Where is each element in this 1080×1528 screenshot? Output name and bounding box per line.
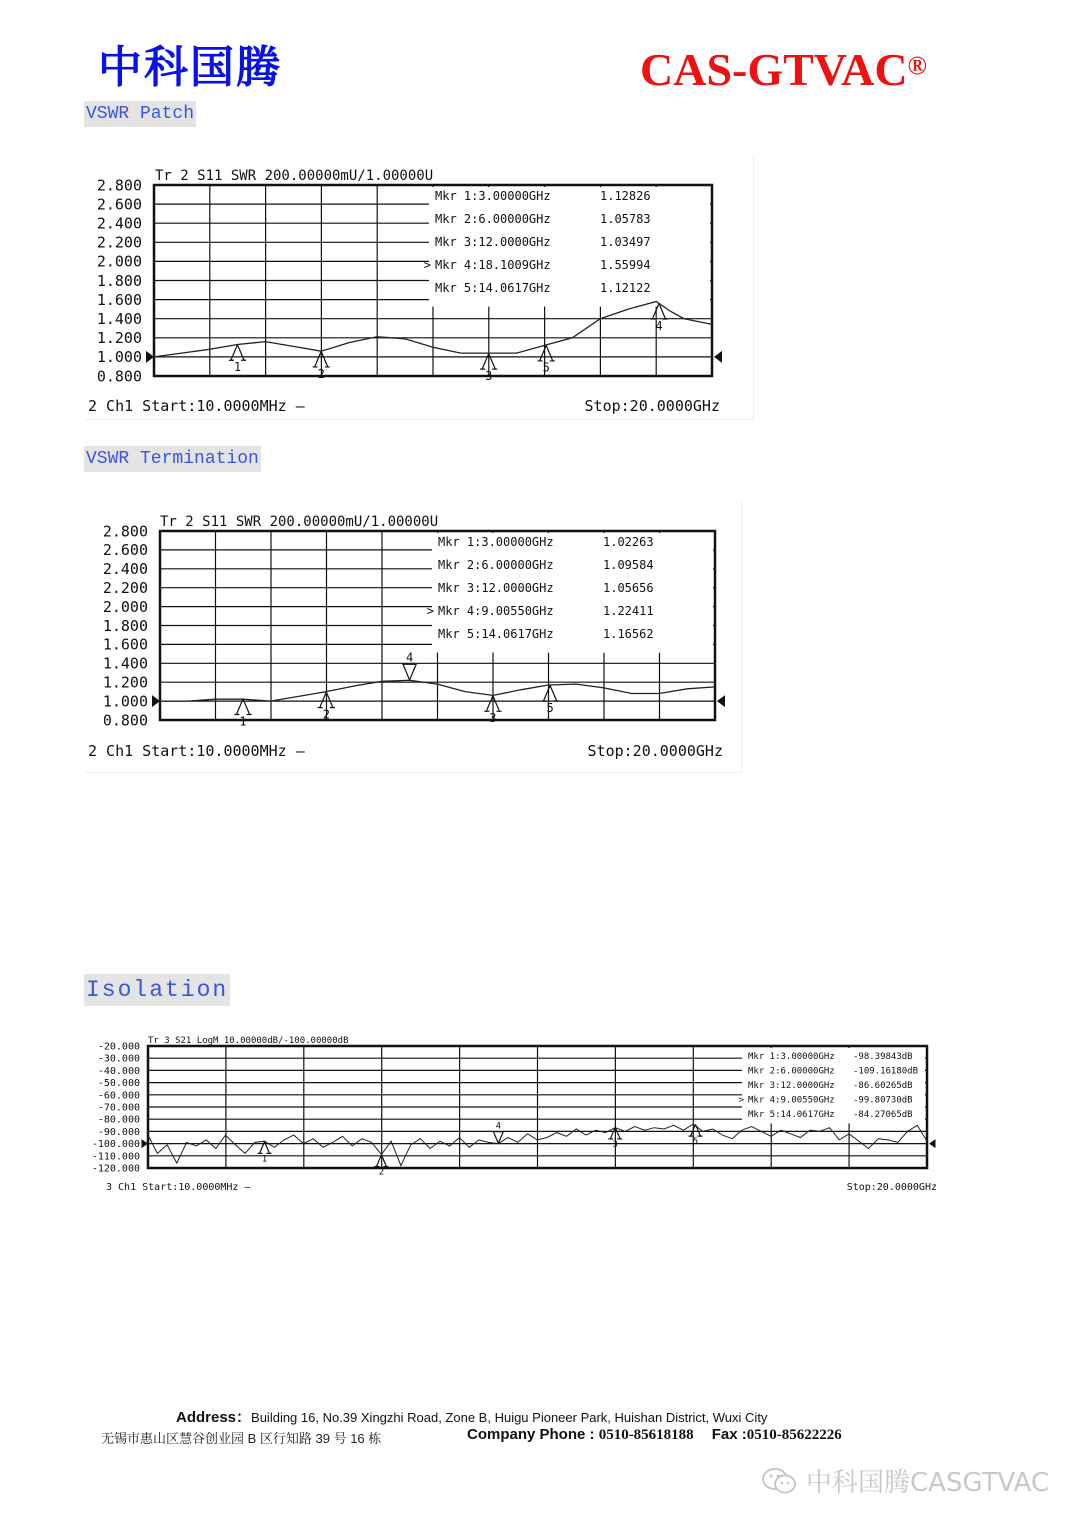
y-tick-label: 1.600 <box>96 290 142 309</box>
y-tick-label: 0.800 <box>102 711 148 730</box>
marker-number: 4 <box>655 318 663 333</box>
marker-readout-label: Mkr 1:3.00000GHz <box>438 535 554 549</box>
marker-readout-value: 1.22411 <box>603 604 654 618</box>
reference-arrow-right <box>714 351 722 363</box>
logo-en <box>640 42 927 98</box>
active-marker-indicator: > <box>426 604 434 618</box>
isolation-chart <box>88 1030 943 1195</box>
marker-number: 5 <box>546 700 554 715</box>
logo-en-text: CAS-GTVAC <box>640 44 908 95</box>
start-frequency-label: 2 Ch1 Start:10.0000MHz — <box>88 397 305 415</box>
y-tick-label: 1.000 <box>102 692 148 711</box>
y-tick-label: 2.600 <box>96 195 142 214</box>
active-marker-indicator: > <box>423 258 431 272</box>
footer-address-cn: 无锡市惠山区慧谷创业园 B 区行知路 39 号 16 栋 <box>101 1431 382 1446</box>
footer-address <box>176 1406 767 1427</box>
section-label-vswr-termination: VSWR Termination <box>84 446 261 472</box>
marker-readout-label: Mkr 1:3.00000GHz <box>748 1052 835 1062</box>
marker-readout-value: 1.12826 <box>600 189 651 203</box>
isolation-chart-svg <box>88 1030 943 1195</box>
y-tick-label: 2.200 <box>96 233 142 252</box>
chart-title: Tr 3 S21 LogM 10.00000dB/-100.00000dB <box>148 1036 349 1046</box>
marker-readout-label: Mkr 2:6.00000GHz <box>435 212 551 226</box>
marker-number: 2 <box>317 366 325 381</box>
y-tick-label: -110.000 <box>91 1151 140 1163</box>
marker-number: 4 <box>495 1121 502 1132</box>
y-tick-label: -70.000 <box>97 1102 140 1114</box>
start-frequency-label: 3 Ch1 Start:10.0000MHz — <box>106 1182 251 1193</box>
vswr-patch-chart <box>85 155 754 420</box>
marker-readout-label: Mkr 2:6.00000GHz <box>748 1066 835 1077</box>
y-tick-label: -120.000 <box>91 1163 140 1175</box>
marker-readout-value: 1.05656 <box>603 581 654 595</box>
marker-readout-label: Mkr 2:6.00000GHz <box>438 558 554 572</box>
stop-frequency-label: Stop:20.0000GHz <box>587 742 723 760</box>
y-tick-label: 1.400 <box>102 654 148 673</box>
marker-number: 3 <box>612 1140 618 1151</box>
marker-readout-value: -99.80730dB <box>853 1095 913 1106</box>
address-label: Address： <box>176 1409 252 1426</box>
y-tick-label: 2.000 <box>96 252 142 271</box>
marker-number: 1 <box>233 360 242 375</box>
marker-readout-value: -86.60265dB <box>853 1081 913 1091</box>
marker-number: 1 <box>261 1154 268 1165</box>
y-tick-label: -80.000 <box>97 1114 140 1126</box>
vswr-termination-chart-svg <box>85 500 741 772</box>
y-tick-label: 2.200 <box>102 578 148 597</box>
watermark-text: 中科国腾CASGTVAC <box>806 1468 1050 1498</box>
marker-readout-value: -109.16180dB <box>853 1066 919 1077</box>
marker-readout-value: 1.12122 <box>600 281 651 295</box>
vswr-patch-chart-svg <box>85 155 753 419</box>
logo-cn: 中科国腾 <box>98 42 282 93</box>
reference-arrow-right <box>717 695 725 707</box>
y-tick-label: 0.800 <box>96 367 142 386</box>
watermark <box>760 1462 1049 1499</box>
marker-readout-label: Mkr 5:14.0617GHz <box>438 627 554 641</box>
y-tick-label: -90.000 <box>97 1126 140 1138</box>
marker-number: 2 <box>322 707 330 722</box>
section-label-isolation: Isolation <box>84 974 230 1006</box>
y-tick-label: -60.000 <box>97 1090 140 1102</box>
phone-number: 0510-85618188 <box>598 1427 694 1443</box>
y-tick-label: 1.200 <box>102 673 148 692</box>
marker-readout-value: 1.02263 <box>603 535 654 549</box>
marker-number: 4 <box>405 650 414 665</box>
marker-readout-value: -98.39843dB <box>853 1052 913 1062</box>
marker-readout-value: 1.16562 <box>603 627 654 641</box>
marker-number: 5 <box>692 1137 699 1148</box>
marker-triangle-up <box>541 685 558 701</box>
marker-readout-value: 1.05783 <box>600 212 651 226</box>
fax-number: 0510-85622226 <box>746 1427 842 1443</box>
marker-number: 3 <box>489 711 497 726</box>
y-tick-label: -30.000 <box>97 1053 140 1065</box>
start-frequency-label: 2 Ch1 Start:10.0000MHz — <box>88 742 305 760</box>
marker-number: 1 <box>239 714 247 729</box>
fax-label: Fax : <box>711 1426 747 1443</box>
y-tick-label: -40.000 <box>97 1065 140 1077</box>
marker-readout-label: Mkr 1:3.00000GHz <box>435 189 551 203</box>
y-tick-label: 1.600 <box>102 635 148 654</box>
marker-readout-value: -84.27065dB <box>853 1110 913 1120</box>
y-tick-label: -100.000 <box>91 1139 140 1151</box>
marker-triangle-up <box>538 345 555 361</box>
y-tick-label: 1.400 <box>96 309 142 328</box>
stop-frequency-label: Stop:20.0000GHz <box>846 1182 937 1193</box>
marker-readout-value: 1.03497 <box>600 235 651 249</box>
y-tick-label: 1.200 <box>96 329 142 348</box>
y-tick-label: 2.400 <box>96 214 142 233</box>
marker-readout-label: Mkr 4:18.1009GHz <box>435 258 551 272</box>
y-tick-label: 1.800 <box>96 271 142 290</box>
marker-triangle-down <box>403 664 416 680</box>
y-tick-label: -50.000 <box>97 1078 140 1090</box>
marker-triangle-up <box>229 345 246 361</box>
vswr-termination-chart <box>85 500 742 773</box>
marker-number: 5 <box>542 360 550 375</box>
footer-contact <box>467 1426 842 1444</box>
marker-number: 3 <box>485 368 493 383</box>
active-marker-indicator: > <box>738 1095 744 1106</box>
phone-label: Company Phone : <box>467 1426 599 1443</box>
marker-readout-label: Mkr 3:12.0000GHz <box>748 1081 835 1091</box>
marker-readout-label: Mkr 4:9.00550GHz <box>438 604 554 618</box>
marker-readout-label: Mkr 5:14.0617GHz <box>435 281 551 295</box>
chart-title: Tr 2 S11 SWR 200.00000mU/1.00000U <box>155 168 434 184</box>
y-tick-label: 2.800 <box>96 176 142 195</box>
y-tick-label: 2.000 <box>102 597 148 616</box>
y-tick-label: 1.800 <box>102 616 148 635</box>
marker-number: 2 <box>378 1167 385 1178</box>
y-tick-label: -20.000 <box>97 1041 140 1053</box>
marker-readout-label: Mkr 5:14.0617GHz <box>748 1110 835 1120</box>
marker-readout-label: Mkr 4:9.00550GHz <box>748 1095 835 1106</box>
section-label-vswr-patch: VSWR Patch <box>84 101 196 127</box>
stop-frequency-label: Stop:20.0000GHz <box>584 397 720 415</box>
y-tick-label: 2.600 <box>102 541 148 560</box>
y-tick-label: 1.000 <box>96 348 142 367</box>
registered-mark: ® <box>907 51 927 80</box>
y-tick-label: 2.400 <box>102 560 148 579</box>
marker-readout-value: 1.55994 <box>600 258 651 272</box>
marker-readout-value: 1.09584 <box>603 558 654 572</box>
reference-arrow-right <box>929 1139 936 1148</box>
address-text: Building 16, No.39 Xingzhi Road, Zone B, Huigu Pioneer Park, Huishan District, Wuxi City <box>251 1410 768 1425</box>
marker-readout-label: Mkr 3:12.0000GHz <box>438 581 554 595</box>
chart-title: Tr 2 S11 SWR 200.00000mU/1.00000U <box>160 514 439 530</box>
marker-readout-label: Mkr 3:12.0000GHz <box>435 235 551 249</box>
y-tick-label: 2.800 <box>102 522 148 541</box>
wechat-icon <box>760 1466 800 1496</box>
